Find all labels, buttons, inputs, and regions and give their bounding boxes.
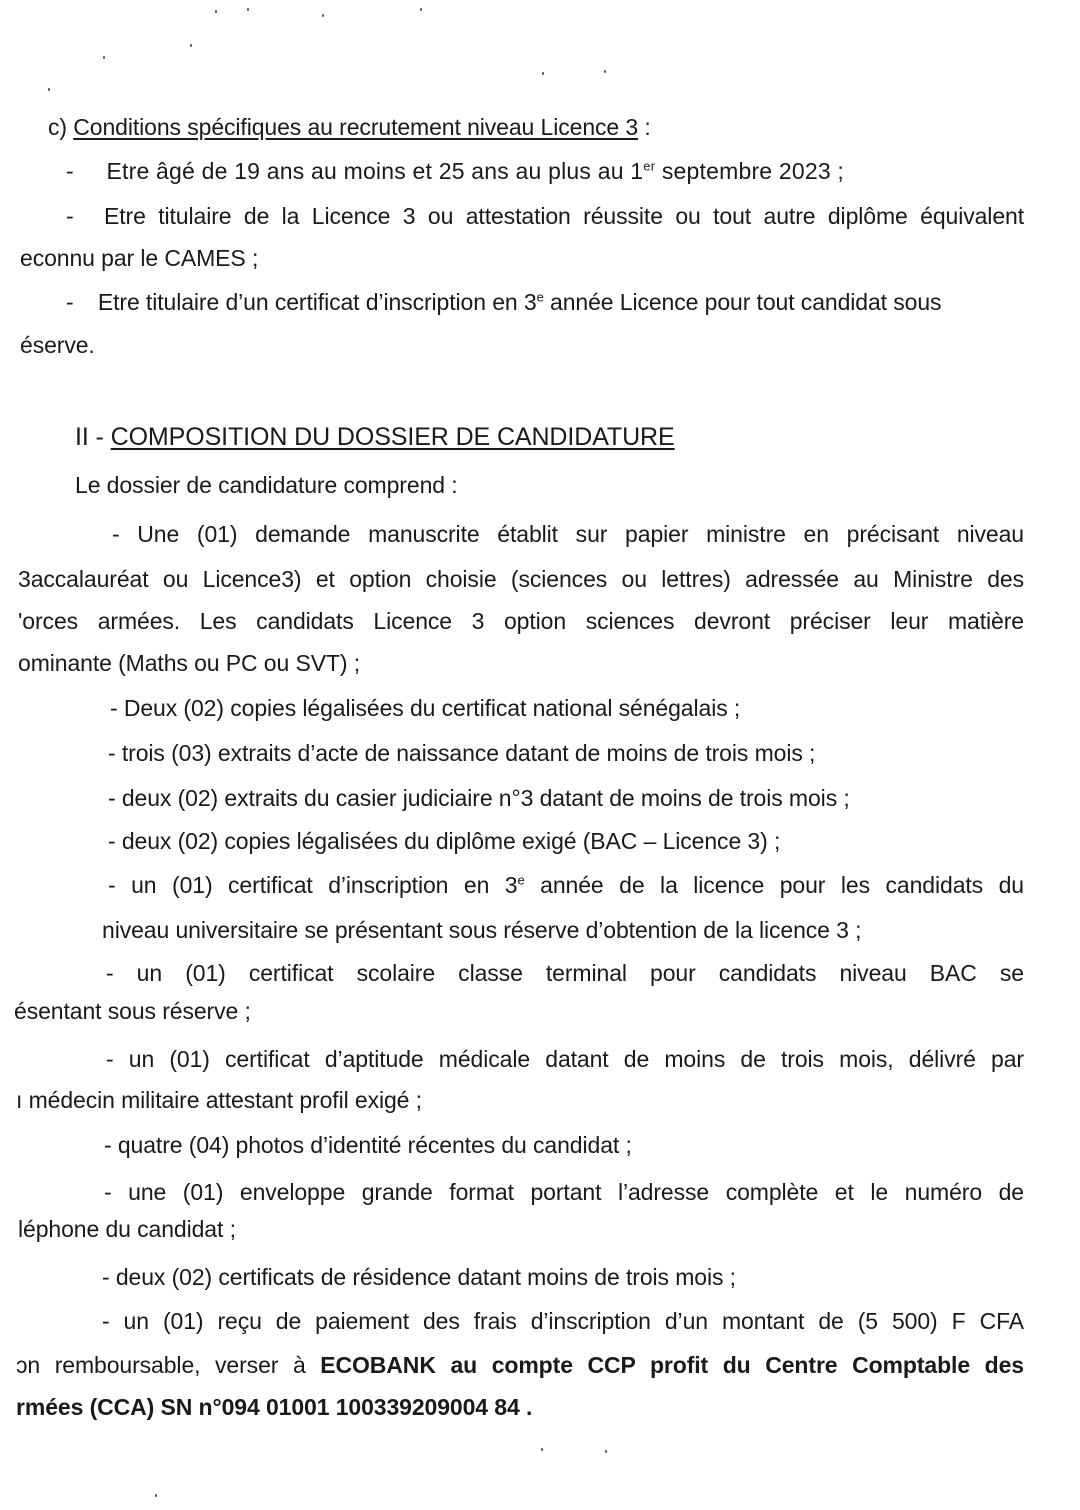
list-item: - deux (02) copies légalisées du diplôme exigé (BAC – Licence 3) ; xyxy=(108,828,781,854)
section-ii-heading xyxy=(75,422,675,452)
scan-speck xyxy=(247,8,249,11)
list-item-continuation: 'orces armées. Les candidats Licence 3 option sciences devront préciser leur matière xyxy=(18,608,1024,634)
scan-speck xyxy=(190,44,192,47)
scan-speck xyxy=(215,10,217,13)
list-item-continuation: ı médecin militaire attestant profil exigé ; xyxy=(16,1087,422,1113)
section-c-label: c) xyxy=(48,114,67,140)
scan-speck xyxy=(605,1450,607,1453)
scan-speck xyxy=(420,8,422,11)
list-item-continuation: ominante (Maths ou PC ou SVT) ; xyxy=(18,650,361,676)
list-item: - une (01) enveloppe grande format portant l’adresse complète et le numéro de xyxy=(104,1179,1024,1205)
scan-speck xyxy=(541,1448,543,1451)
list-item: - Etre titulaire de la Licence 3 ou attestation réussite ou tout autre diplôme équivalent xyxy=(66,203,1024,229)
section-ii-title: COMPOSITION DU DOSSIER DE CANDIDATURE xyxy=(110,423,675,451)
list-item-continuation: léphone du candidat ; xyxy=(18,1216,236,1242)
list-item: - Etre âgé de 19 ans au moins et 25 ans au plus au 1er septembre 2023 ; xyxy=(66,158,845,184)
list-item: - un (01) certificat d’inscription en 3e année de la licence pour les candidats du xyxy=(108,872,1024,898)
scan-speck xyxy=(103,56,105,59)
list-item: - trois (03) extraits d’acte de naissance datant de moins de trois mois ; xyxy=(108,740,816,766)
scan-speck xyxy=(322,14,324,17)
section-c-heading: c) Conditions spécifiques au recrutement niveau Licence 3 : xyxy=(48,114,651,140)
list-item-continuation: niveau universitaire se présentant sous réserve d’obtention de la licence 3 ; xyxy=(102,917,862,943)
list-item: - un (01) certificat scolaire classe terminal pour candidats niveau BAC se xyxy=(106,960,1024,986)
list-item-continuation: econnu par le CAMES ; xyxy=(20,245,259,271)
list-item: - un (01) reçu de paiement des frais d’inscription d’un montant de (5 500) F CFA xyxy=(102,1308,1024,1334)
list-item: - Etre titulaire d’un certificat d’inscription en 3e année Licence pour tout candidat sous xyxy=(66,289,942,315)
list-item-continuation: ésentant sous réserve ; xyxy=(14,998,251,1024)
list-item: - un (01) certificat d’aptitude médicale datant de moins de trois mois, délivré par xyxy=(106,1046,1024,1072)
list-item: - Une (01) demande manuscrite établit sur papier ministre en précisant niveau xyxy=(112,521,1024,547)
section-c-title: Conditions spécifiques au recrutement niveau Licence 3 xyxy=(73,114,639,140)
list-item: - deux (02) certificats de résidence datant moins de trois mois ; xyxy=(102,1264,736,1290)
list-item-continuation: 3accalauréat ou Licence3) et option choisie (sciences ou lettres) adressée au Ministre des xyxy=(18,566,1024,592)
scan-speck xyxy=(542,72,544,75)
section-ii-intro: Le dossier de candidature comprend : xyxy=(75,472,458,498)
bank-account-info: ECOBANK au compte CCP profit du Centre Comptable des xyxy=(320,1352,1024,1378)
account-number: rmées (CCA) SN n°094 01001 100339209004 84 . xyxy=(16,1394,533,1420)
list-item-continuation: éserve. xyxy=(20,332,95,358)
list-item: - deux (02) extraits du casier judiciaire n°3 datant de moins de trois mois ; xyxy=(108,785,850,811)
scan-speck xyxy=(604,70,606,73)
section-ii-number: II - xyxy=(75,423,104,451)
list-item: - Deux (02) copies légalisées du certificat national sénégalais ; xyxy=(110,695,741,721)
list-item-continuation: ɔn remboursable, verser à ECOBANK au compte CCP profit du Centre Comptable des xyxy=(16,1352,1024,1378)
list-item: - quatre (04) photos d’identité récentes du candidat ; xyxy=(104,1132,632,1158)
scan-speck xyxy=(155,1494,157,1497)
scan-speck xyxy=(48,88,50,91)
